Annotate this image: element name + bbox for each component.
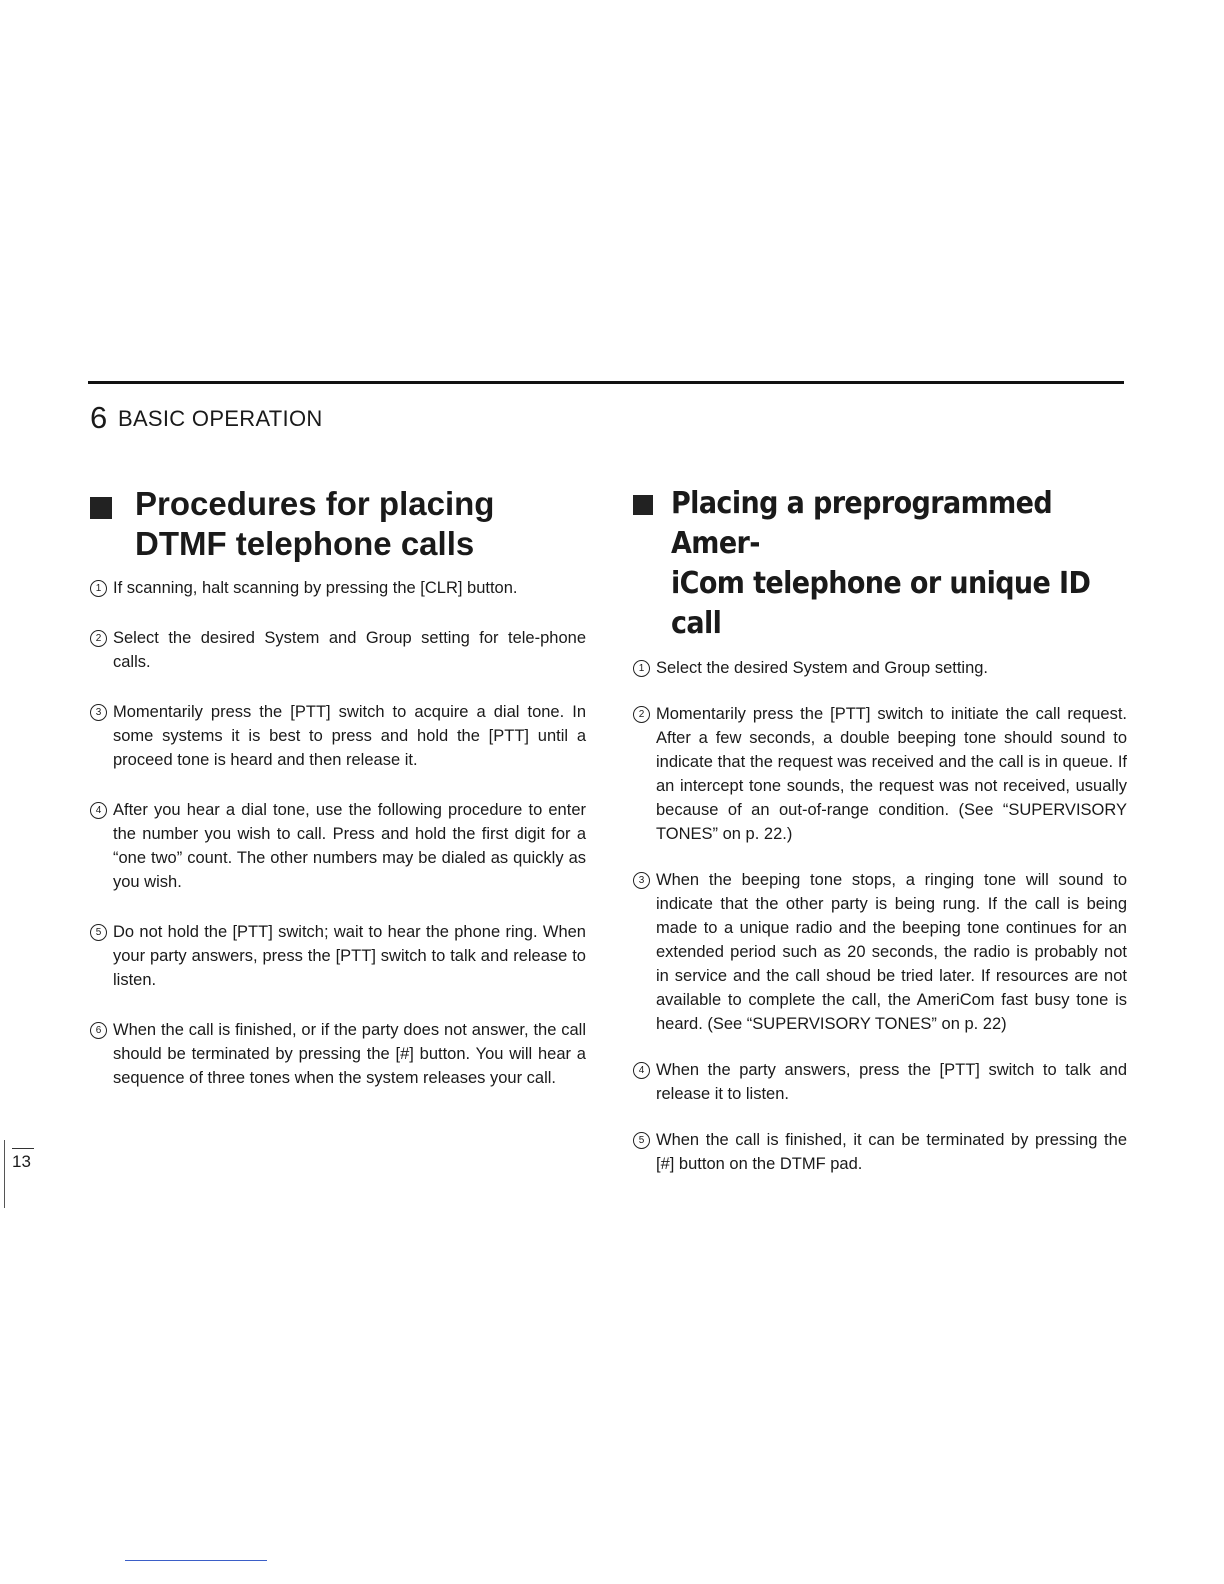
circled-number-icon: 4 bbox=[633, 1062, 650, 1079]
square-bullet-icon bbox=[633, 495, 653, 515]
circled-number-icon: 4 bbox=[90, 802, 107, 819]
americom-step bbox=[633, 656, 1127, 680]
step-text: Select the desired System and Group setting. bbox=[656, 659, 989, 677]
dtmf-step bbox=[90, 798, 586, 894]
step-text: If scanning, halt scanning by pressing the [CLR] button. bbox=[113, 579, 518, 597]
dtmf-step bbox=[90, 920, 586, 992]
dtmf-step bbox=[90, 1018, 586, 1090]
chapter-title: BASIC OPERATION bbox=[117, 406, 323, 431]
circled-number-icon: 5 bbox=[90, 924, 107, 941]
circled-number-icon: 5 bbox=[633, 1132, 650, 1149]
step-text: When the call is finished, it can be terminated by pressing the [#] button on the DTMF pad. bbox=[656, 1131, 1127, 1173]
circled-number-icon: 3 bbox=[633, 872, 650, 889]
bottom-link-line bbox=[125, 1560, 267, 1561]
circled-number-icon: 6 bbox=[90, 1022, 107, 1039]
step-text: Momentarily press the [PTT] switch to initiate the call request. After a few seconds, a double beeping tone should sound to indicate that the request was received and the call is in queue. If an intercept tone sounds, the request was not received, usually because of an out-of-range condition. (See “SUPERVISORY TONES” on p. 22.) bbox=[656, 705, 1127, 843]
dtmf-step bbox=[90, 576, 586, 600]
chapter-number: 6 bbox=[90, 400, 108, 435]
dtmf-step bbox=[90, 626, 586, 674]
circled-number-icon: 3 bbox=[90, 704, 107, 721]
header-rule bbox=[88, 381, 1124, 384]
circled-number-icon: 1 bbox=[633, 660, 650, 677]
margin-line bbox=[4, 1140, 5, 1208]
square-bullet-icon bbox=[90, 497, 112, 519]
section-header bbox=[90, 400, 323, 437]
americom-heading bbox=[633, 484, 1127, 644]
circled-number-icon: 2 bbox=[90, 630, 107, 647]
step-text: When the call is finished, or if the party does not answer, the call should be terminated by pressing the [#] button. You will hear a sequence of three tones when the system releases your call. bbox=[113, 1021, 586, 1087]
americom-step bbox=[633, 1058, 1127, 1106]
americom-call-section bbox=[633, 484, 1127, 1198]
americom-step bbox=[633, 702, 1127, 846]
step-text: Select the desired System and Group setting for tele-phone calls. bbox=[113, 629, 586, 671]
step-text: When the beeping tone stops, a ringing tone will sound to indicate that the other party is being rung. If the call is being made to a unique radio and the beeping tone continues for an extended period such as 20 seconds, the radio is probably not in service and the call shoud be tried later. If resources are not available to complete the call, the AmeriCom fast busy tone is heard. (See “SUPERVISORY TONES” on p. 22) bbox=[656, 871, 1127, 1033]
dtmf-heading-line2: DTMF telephone calls bbox=[135, 525, 475, 562]
page-number: 13 bbox=[12, 1152, 31, 1171]
dtmf-procedures-section bbox=[90, 484, 586, 1116]
americom-step bbox=[633, 868, 1127, 1036]
step-text: Do not hold the [PTT] switch; wait to hear the phone ring. When your party answers, press the [PTT] switch to talk and release to listen. bbox=[113, 923, 586, 989]
americom-heading-line1: Placing a preprogrammed Amer- bbox=[671, 486, 1053, 561]
circled-number-icon: 2 bbox=[633, 706, 650, 723]
step-text: After you hear a dial tone, use the following procedure to enter the number you wish to call. Press and hold the first digit for a “one two” count. The other numbers may be dialed as quickly as you wish. bbox=[113, 801, 586, 891]
dtmf-steps-list bbox=[90, 576, 586, 1090]
dtmf-heading bbox=[90, 484, 586, 564]
dtmf-step bbox=[90, 700, 586, 772]
step-text: When the party answers, press the [PTT] switch to talk and release it to listen. bbox=[656, 1061, 1127, 1103]
step-text: Momentarily press the [PTT] switch to acquire a dial tone. In some systems it is best to press and hold the [PTT] until a proceed tone is heard and then release it. bbox=[113, 703, 586, 769]
circled-number-icon: 1 bbox=[90, 580, 107, 597]
americom-heading-line2: iCom telephone or unique ID call bbox=[671, 566, 1091, 641]
americom-step bbox=[633, 1128, 1127, 1176]
americom-steps-list bbox=[633, 656, 1127, 1176]
dtmf-heading-line1: Procedures for placing bbox=[135, 485, 495, 522]
page-number-tick bbox=[12, 1148, 34, 1149]
